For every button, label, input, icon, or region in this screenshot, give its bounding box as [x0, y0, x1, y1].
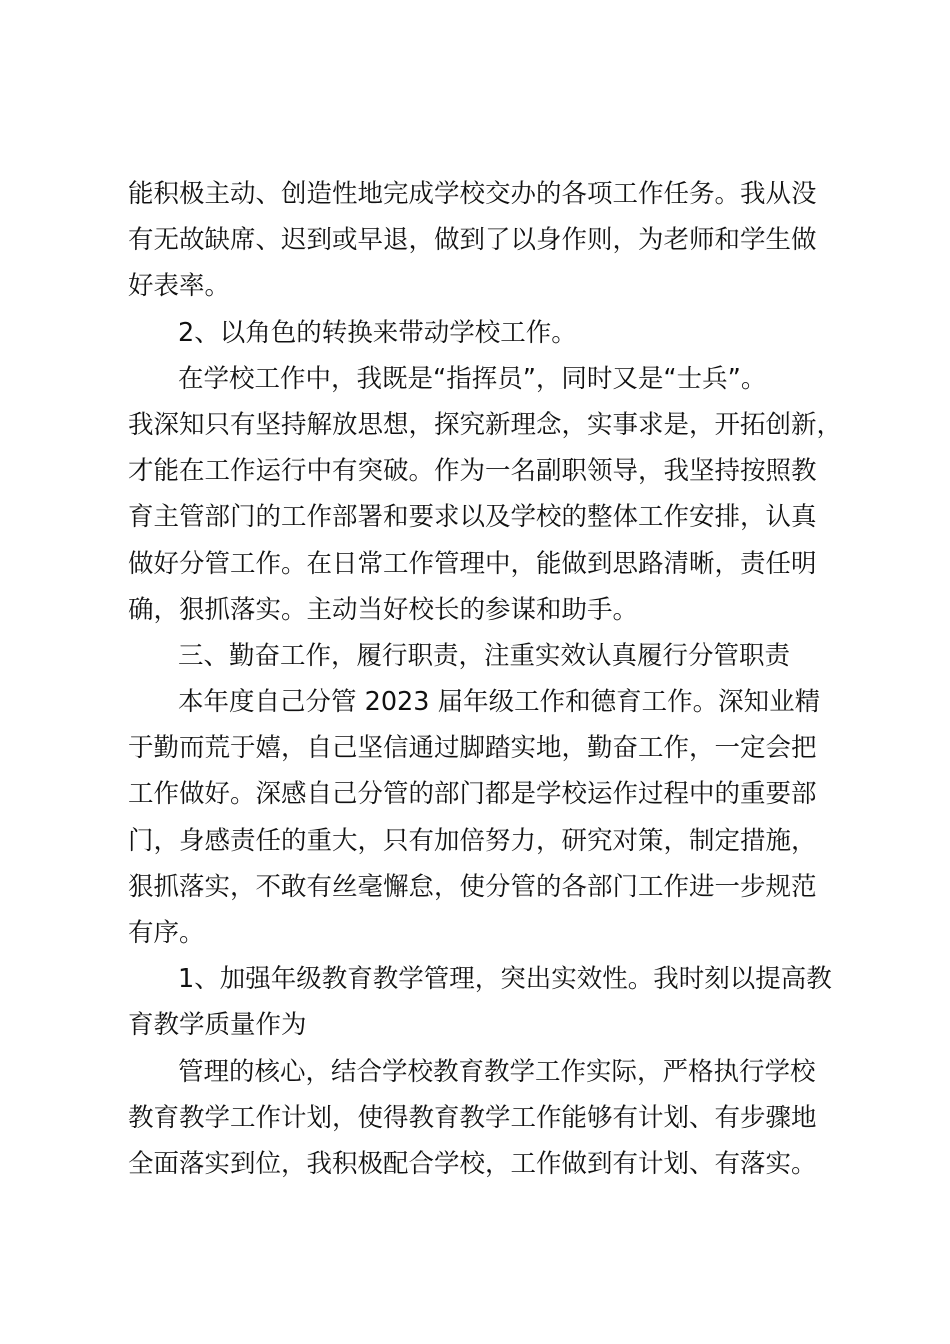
paragraph: [128, 679, 828, 956]
text-line: 三、勤奋工作，履行职责，注重实效认真履行分管职责: [178, 640, 791, 671]
text-line: 全面落实到位，我积极配合学校，工作做到有计划、有落实。: [128, 1148, 817, 1179]
paragraph: [128, 1049, 828, 1188]
text-line: 育主管部门的工作部署和要求以及学校的整体工作安排，认真: [128, 502, 817, 533]
text-line: 有无故缺席、迟到或早退，做到了以身作则，为老师和学生做: [128, 225, 817, 256]
text-line: 有序。: [128, 918, 205, 948]
text-line: 好表率。: [128, 271, 231, 302]
text-line: 能积极主动、创造性地完成学校交办的各项工作任务。我从没: [128, 179, 817, 209]
text-line: 本年度自己分管 2023 届年级工作和德育工作。深知业精: [178, 687, 821, 718]
text-line: 才能在工作运行中有突破。作为一名副职领导，我坚持按照教: [128, 456, 817, 487]
text-line: 在学校工作中，我既是“指挥员”，同时又是“士兵”。: [178, 363, 767, 394]
paragraph: [128, 356, 843, 633]
text-line: 管理的核心，结合学校教育教学工作实际，严格执行学校: [178, 1056, 816, 1087]
text-line: 教育教学工作计划，使得教育教学工作能够有计划、有步骤地: [128, 1102, 817, 1133]
text-line: 我深知只有坚持解放思想，探究新理念，实事求是，开拓创新，: [128, 409, 843, 440]
text-line: 2、以角色的转换来带动学校工作。: [178, 317, 577, 348]
text-line: 门，身感责任的重大，只有加倍努力，研究对策，制定措施，: [128, 825, 817, 856]
text-line: 确，狠抓落实。主动当好校长的参谋和助手。: [128, 594, 639, 625]
text-line: 工作做好。深感自己分管的部门都是学校运作过程中的重要部: [128, 779, 817, 810]
subheading: [128, 310, 828, 356]
document-body: [128, 171, 843, 1187]
text-line: 育教学质量作为: [128, 1010, 307, 1041]
section-heading: [128, 633, 828, 679]
text-line: 于勤而荒于嬉，自己坚信通过脚踏实地，勤奋工作，一定会把: [128, 733, 817, 764]
text-line: 狠抓落实，不敢有丝毫懈怠，使分管的各部门工作进一步规范: [128, 871, 817, 902]
paragraph: [128, 171, 828, 310]
text-line: 1、加强年级教育教学管理，突出实效性。我时刻以提高教: [178, 964, 832, 995]
subheading: [128, 956, 832, 1048]
text-line: 做好分管工作。在日常工作管理中，能做到思路清晰，责任明: [128, 548, 817, 579]
